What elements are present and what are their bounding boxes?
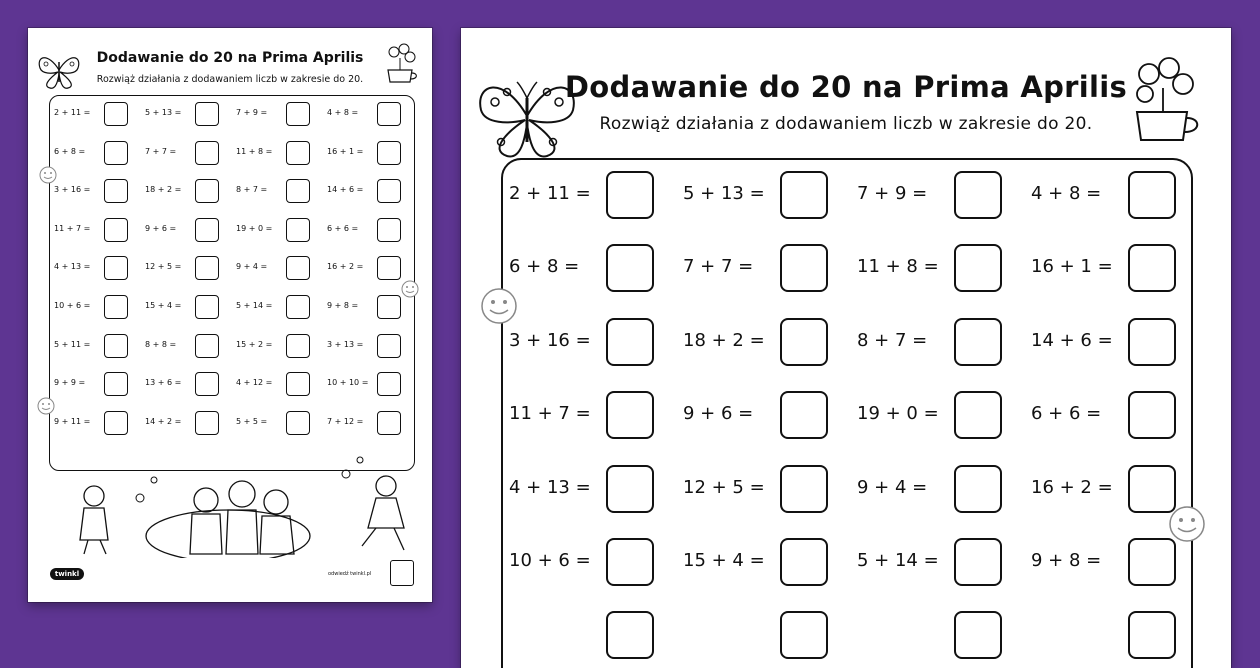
worksheet-subtitle: Rozwiąż działania z dodawaniem liczb w zakresie do 20. (96, 74, 364, 85)
addition-equation: 9 + 6 = (683, 403, 754, 425)
addition-equation: 3 + 13 = (327, 339, 364, 349)
answer-box[interactable] (954, 465, 1002, 513)
answer-box[interactable] (104, 102, 128, 126)
answer-box[interactable] (195, 102, 219, 126)
answer-box[interactable] (377, 179, 401, 203)
answer-box[interactable] (954, 318, 1002, 366)
answer-box[interactable] (780, 244, 828, 292)
answer-box[interactable] (954, 391, 1002, 439)
answer-box[interactable] (104, 141, 128, 165)
answer-box[interactable] (286, 411, 310, 435)
answer-box[interactable] (377, 102, 401, 126)
answer-box[interactable] (377, 334, 401, 358)
twinkl-logo: twinkl (50, 568, 84, 580)
addition-equation: 8 + 7 = (236, 185, 268, 195)
addition-equation: 15 + 4 = (145, 301, 182, 310)
answer-box[interactable] (195, 411, 219, 435)
answer-box[interactable] (104, 334, 128, 358)
answer-box[interactable] (1128, 171, 1176, 219)
addition-equation: 4 + 8 = (327, 108, 359, 117)
addition-equation: 3 + 16 = (54, 185, 91, 195)
answer-box[interactable] (377, 218, 401, 242)
answer-box[interactable] (780, 391, 828, 439)
answer-box[interactable] (1128, 538, 1176, 586)
addition-equation: 6 + 6 = (327, 223, 359, 233)
worksheet-zoomed (461, 28, 1231, 668)
addition-equation: 5 + 5 = (236, 416, 268, 426)
addition-equation: 5 + 14 = (857, 550, 939, 571)
addition-equation: 16 + 2 = (1031, 476, 1113, 498)
answer-box[interactable] (104, 295, 128, 319)
footer-badge-icon (390, 560, 414, 586)
answer-box[interactable] (780, 538, 828, 586)
addition-equation: 7 + 9 = (236, 108, 268, 117)
answer-box[interactable] (377, 372, 401, 396)
answer-box[interactable] (195, 372, 219, 396)
addition-equation: 2 + 11 = (54, 108, 91, 117)
addition-equation: 10 + 6 = (54, 301, 91, 310)
addition-equation: 14 + 2 = (145, 416, 182, 426)
answer-box[interactable] (286, 372, 310, 396)
addition-equation: 16 + 2 = (327, 262, 364, 272)
addition-equation: 11 + 8 = (236, 146, 273, 156)
answer-box[interactable] (606, 244, 654, 292)
smiley-bubble-icon (479, 286, 519, 326)
addition-equation: 4 + 13 = (509, 476, 591, 498)
addition-equation: 9 + 11 = (54, 416, 91, 426)
addition-equation: 10 + 6 = (509, 550, 591, 571)
addition-equation: 12 + 5 = (683, 476, 765, 498)
worksheet-title: Dodawanie do 20 na Prima Aprilis (96, 50, 364, 66)
answer-box[interactable] (377, 141, 401, 165)
addition-equation: 18 + 2 = (145, 185, 182, 195)
addition-equation: 8 + 8 = (145, 339, 177, 349)
addition-equation: 8 + 7 = (857, 329, 928, 351)
addition-equation: 9 + 4 = (857, 476, 928, 498)
addition-equation: 9 + 4 = (236, 262, 268, 272)
answer-box[interactable] (780, 171, 828, 219)
answer-box[interactable] (780, 611, 828, 659)
answer-box[interactable] (286, 334, 310, 358)
addition-equation: 5 + 13 = (145, 108, 182, 117)
answer-box[interactable] (780, 318, 828, 366)
addition-equation: 7 + 12 = (327, 416, 364, 426)
addition-equation: 7 + 9 = (857, 183, 928, 204)
footer-url: odwiedź twinkl.pl (328, 571, 372, 577)
addition-equation: 12 + 5 = (145, 262, 182, 272)
answer-box[interactable] (377, 411, 401, 435)
answer-box[interactable] (195, 179, 219, 203)
children-illustration-icon (50, 450, 410, 558)
addition-equation: 11 + 7 = (54, 223, 91, 233)
addition-equation: 2 + 11 = (509, 183, 591, 204)
addition-equation: 19 + 0 = (236, 223, 273, 233)
addition-equation: 16 + 1 = (1031, 256, 1113, 278)
addition-equation: 4 + 8 = (1031, 183, 1102, 204)
answer-box[interactable] (606, 171, 654, 219)
answer-box[interactable] (286, 102, 310, 126)
answer-box[interactable] (104, 372, 128, 396)
answer-box[interactable] (104, 411, 128, 435)
answer-box[interactable] (606, 318, 654, 366)
addition-equation: 9 + 6 = (145, 223, 177, 233)
answer-box[interactable] (195, 334, 219, 358)
addition-equation: 4 + 13 = (54, 262, 91, 272)
answer-box[interactable] (606, 465, 654, 513)
worksheet-title: Dodawanie do 20 na Prima Aprilis (564, 70, 1128, 104)
addition-equation: 6 + 8 = (54, 146, 86, 156)
addition-equation: 15 + 4 = (683, 550, 765, 571)
answer-box[interactable] (195, 141, 219, 165)
answer-box[interactable] (377, 256, 401, 280)
answer-box[interactable] (286, 141, 310, 165)
answer-box[interactable] (1128, 391, 1176, 439)
answer-box[interactable] (286, 179, 310, 203)
answer-box[interactable] (1128, 244, 1176, 292)
answer-box[interactable] (195, 218, 219, 242)
addition-equation: 9 + 9 = (54, 378, 86, 388)
smiley-bubble-icon (400, 279, 420, 299)
addition-equation: 4 + 12 = (236, 378, 273, 388)
answer-box[interactable] (377, 295, 401, 319)
addition-equation: 11 + 8 = (857, 256, 939, 278)
worksheet-subtitle: Rozwiąż działania z dodawaniem liczb w zakresie do 20. (599, 114, 1093, 134)
addition-equation: 14 + 6 = (1031, 329, 1113, 351)
addition-equation: 9 + 8 = (1031, 550, 1102, 571)
addition-equation: 13 + 6 = (145, 378, 182, 388)
addition-equation: 18 + 2 = (683, 329, 765, 351)
answer-box[interactable] (606, 391, 654, 439)
addition-equation: 19 + 0 = (857, 403, 939, 425)
answer-box[interactable] (954, 171, 1002, 219)
answer-box[interactable] (606, 538, 654, 586)
addition-equation: 9 + 8 = (327, 301, 359, 310)
answer-box[interactable] (195, 256, 219, 280)
addition-equation: 6 + 8 = (509, 256, 580, 278)
answer-box[interactable] (954, 244, 1002, 292)
addition-equation: 14 + 6 = (327, 185, 364, 195)
smiley-bubble-icon (38, 165, 58, 185)
answer-box[interactable] (104, 218, 128, 242)
smiley-bubble-icon (1167, 504, 1207, 544)
addition-equation: 10 + 10 = (327, 378, 369, 388)
answer-box[interactable] (1128, 611, 1176, 659)
answer-box[interactable] (286, 218, 310, 242)
answer-box[interactable] (104, 256, 128, 280)
addition-equation: 7 + 7 = (145, 146, 177, 156)
answer-box[interactable] (954, 538, 1002, 586)
addition-equation: 15 + 2 = (236, 339, 273, 349)
addition-equation: 5 + 11 = (54, 339, 91, 349)
worksheet-thumbnail (28, 28, 432, 602)
answer-box[interactable] (104, 179, 128, 203)
answer-box[interactable] (1128, 318, 1176, 366)
addition-equation: 5 + 14 = (236, 301, 273, 310)
addition-equation: 16 + 1 = (327, 146, 364, 156)
answer-box[interactable] (286, 295, 310, 319)
addition-equation: 7 + 7 = (683, 256, 754, 278)
answer-box[interactable] (606, 611, 654, 659)
smiley-bubble-icon (36, 396, 56, 416)
answer-box[interactable] (780, 465, 828, 513)
addition-equation: 3 + 16 = (509, 329, 591, 351)
answer-box[interactable] (286, 256, 310, 280)
addition-equation: 11 + 7 = (509, 403, 591, 425)
answer-box[interactable] (954, 611, 1002, 659)
answer-box[interactable] (195, 295, 219, 319)
addition-equation: 5 + 13 = (683, 183, 765, 204)
addition-equation: 6 + 6 = (1031, 403, 1102, 425)
